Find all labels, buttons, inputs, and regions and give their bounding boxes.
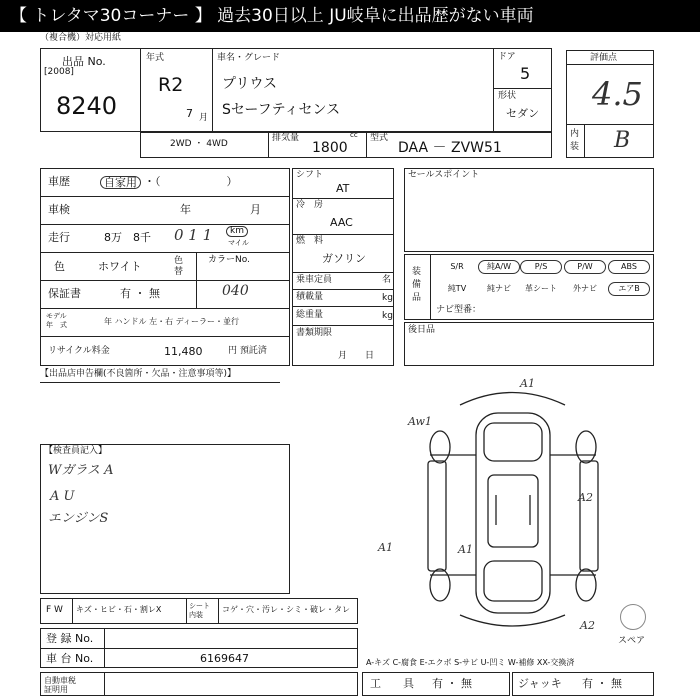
spare-tire-icon xyxy=(620,604,646,630)
load-unit: kg xyxy=(382,293,393,303)
fuel-label: 燃 料 xyxy=(296,236,324,246)
shareki-rest: ・（ ） xyxy=(144,175,238,188)
sales-point-label: セールスポイント xyxy=(408,170,480,180)
chassis-label: 車 台 No. xyxy=(46,652,94,665)
rating-label: 評価点 xyxy=(590,53,618,63)
equipment-item: S/R xyxy=(450,262,464,271)
front-roof-outline xyxy=(460,393,565,406)
load-label: 積載量 xyxy=(296,292,324,302)
fuel-value: ガソリン xyxy=(322,252,366,265)
tax-box xyxy=(40,672,358,696)
warranty-value: 有 ・ 無 xyxy=(120,287,160,300)
shareki-label: 車歴 xyxy=(48,175,70,188)
inspection-label: 書類期限 xyxy=(296,328,333,338)
hood-outline xyxy=(484,423,542,461)
inspection-unit: 月 日 xyxy=(338,351,375,361)
color-no-label: カラーNo. xyxy=(208,255,250,265)
recycle-label: リサイクル料金 xyxy=(48,346,110,356)
color-label: 色 xyxy=(54,260,65,273)
car-grade: Sセーフティセンス xyxy=(222,102,341,118)
shaken-label: 車検 xyxy=(48,203,70,216)
month-value: 7 xyxy=(186,107,193,120)
mileage-value: 8万 8千 xyxy=(104,231,151,244)
legend-seat-text: コゲ・穴・汚レ・シミ・破レ・タレ xyxy=(222,605,350,614)
equipment-item: P/W xyxy=(564,260,606,274)
name-label: 車名・グレード xyxy=(217,53,281,63)
warranty-label: 保証書 xyxy=(48,287,81,300)
front-right-wheel xyxy=(576,431,596,463)
tools-value: 有 ・ 無 xyxy=(432,677,472,690)
jack-label: ジャッキ xyxy=(518,677,562,690)
equipment-item: 純TV xyxy=(447,284,467,293)
mark-aw1: Aw1 xyxy=(408,415,432,428)
jack-value: 有 ・ 無 xyxy=(582,677,622,690)
inspector-label: 【検査員記入】 xyxy=(44,446,108,456)
color-change-label: 色 替 xyxy=(174,256,184,277)
equipment-label: 装 備 品 xyxy=(412,267,422,303)
model-label: 型式 xyxy=(370,133,389,143)
ac-label: 冷 房 xyxy=(296,200,324,210)
registration-label: 登 録 No. xyxy=(46,632,94,645)
mileage-unit: km xyxy=(226,226,248,237)
color-no-value: 040 xyxy=(222,283,249,299)
shareki-value: 自家用 xyxy=(100,176,141,189)
car-name: プリウス xyxy=(222,76,278,92)
recycle-unit: 円 預託済 xyxy=(228,346,267,356)
shift-label: シフト xyxy=(296,170,324,180)
trunk-outline xyxy=(484,561,542,601)
rear-right-wheel xyxy=(576,569,596,601)
inspector-line-3: エンジンS xyxy=(48,511,109,526)
weight-label: 総重量 xyxy=(296,310,324,320)
equipment-item: P/S xyxy=(520,260,562,274)
displacement: 1800 xyxy=(312,140,348,156)
rating-score: 4.5 xyxy=(592,75,643,113)
model-year-label: モデル 年 式 xyxy=(46,312,67,329)
equipment-item: ABS xyxy=(608,260,650,274)
shape-label: 形状 xyxy=(498,91,517,101)
tax-label: 自動車税 証明用 xyxy=(44,676,76,694)
mark-a2-right: A2 xyxy=(578,491,593,504)
front-left-wheel xyxy=(430,431,450,463)
form-subtitle: （複合機）対応用紙 xyxy=(40,33,122,43)
chassis-number: 6169647 xyxy=(200,652,249,665)
ac-value: AAC xyxy=(330,216,353,229)
legend-fw-label: F W xyxy=(46,605,63,615)
inspector-line-2: A U xyxy=(50,489,75,504)
mileage-label: 走行 xyxy=(48,231,70,244)
equipment-item: 純ナビ xyxy=(487,284,511,293)
right-side-outline xyxy=(580,461,598,571)
shaken-year: 年 xyxy=(180,203,191,216)
year-era: R2 xyxy=(158,74,184,96)
equipment-item: 外ナビ xyxy=(573,284,597,293)
rear-left-wheel xyxy=(430,569,450,601)
mileage-handwritten: 0 1 1 xyxy=(174,226,213,244)
month-unit: 月 xyxy=(199,113,209,123)
lot-year-tag: [2008] xyxy=(44,67,74,77)
equipment-item: 革シート xyxy=(525,284,557,293)
seller-note-label: 【出品店申告欄(不良箇所・欠品・注意事項等)】 xyxy=(40,369,237,379)
title-banner: 【 トレタマ30コーナー 】 過去30日以上 JU岐阜に出品歴がない車両 xyxy=(0,0,700,32)
door-count: 5 xyxy=(520,64,531,83)
weight-unit: kg xyxy=(382,311,393,321)
aftermarket-label: 後日品 xyxy=(408,325,436,335)
displacement-unit: cc xyxy=(350,131,358,139)
mark-a2-rear: A2 xyxy=(580,619,595,632)
spare-label: スペア xyxy=(618,636,646,646)
displacement-label: 排気量 xyxy=(272,133,300,143)
recycle-amount: 11,480 xyxy=(164,345,203,358)
legend-fw-text: キズ・ヒビ・石・割レX xyxy=(76,605,162,614)
sales-point-box xyxy=(404,168,654,252)
car-damage-diagram xyxy=(400,375,630,635)
door-label: ドア xyxy=(498,52,516,62)
left-side-outline xyxy=(428,461,446,571)
rear-outline xyxy=(460,615,565,626)
damage-code-legend: A-キズ C-腐食 E-エクボ S-サビ U-凹ミ W-補修 XX-交換済 xyxy=(366,658,575,667)
color-value: ホワイト xyxy=(98,260,142,273)
lot-number: 8240 xyxy=(56,92,118,120)
mileage-unit-mile: マイル xyxy=(228,239,249,247)
aftermarket-box xyxy=(404,322,654,366)
inspector-line-1: Wガラス A xyxy=(48,463,114,478)
tools-label: 工 具 xyxy=(370,677,414,690)
mark-a1-left: A1 xyxy=(378,541,393,554)
drive-type: 2WD ・ 4WD xyxy=(170,139,228,149)
legend-seat-label: シート 内装 xyxy=(189,602,210,619)
capacity-label: 乗車定員 xyxy=(296,275,333,285)
equipment-item: エアB xyxy=(608,282,650,296)
model-code: DAA － ZVW51 xyxy=(398,140,502,156)
equipment-item: 純A/W xyxy=(478,260,520,274)
year-label: 年式 xyxy=(146,53,165,63)
capacity-unit: 名 xyxy=(382,275,392,285)
body-shape: セダン xyxy=(506,107,540,120)
navi-label: ナビ型番： xyxy=(436,305,482,315)
interior-label: 内 装 xyxy=(570,129,580,152)
shift-value: AT xyxy=(336,182,350,195)
mark-a1-front: A1 xyxy=(520,377,535,390)
model-year-text: 年 ハンドル 左・右 ディーラー・並行 xyxy=(104,317,239,326)
interior-grade: B xyxy=(614,128,631,153)
mark-a1-center: A1 xyxy=(458,543,473,556)
shaken-month: 月 xyxy=(250,203,261,216)
lot-label: 出品 No. xyxy=(62,55,106,68)
car-body-outline xyxy=(476,413,550,613)
